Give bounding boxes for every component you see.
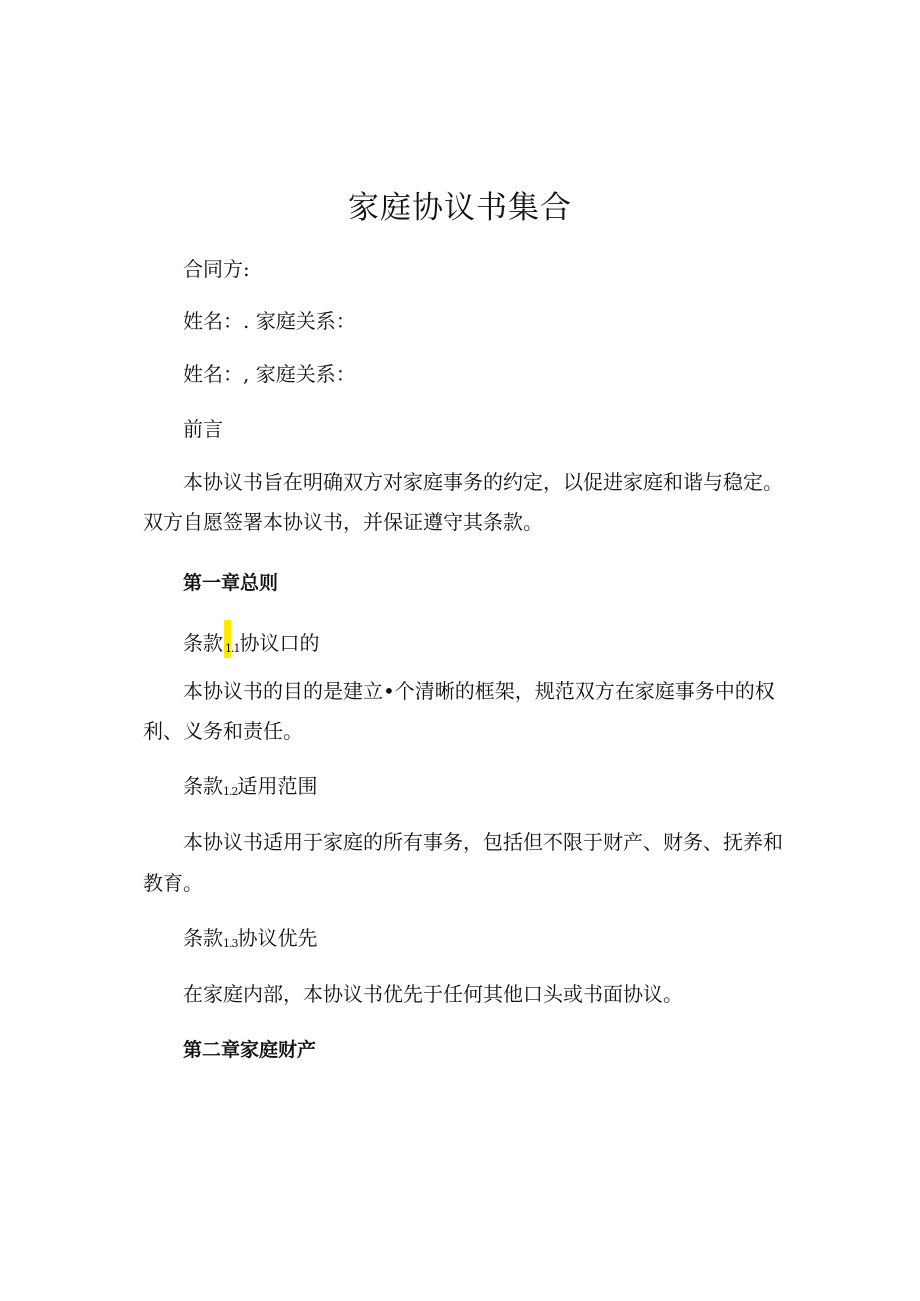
clause-1-1-text-line-1: 本协议书的目的是建立•个清晰的框架，规范双方在家庭事务中的权	[183, 679, 775, 703]
clause-1-1-heading	[183, 620, 320, 664]
document-title: 家庭协议书集合	[348, 190, 572, 226]
clause-1-3-title: 协议优先	[237, 926, 318, 950]
chapter-2-heading: 第二章家庭财产	[183, 1039, 317, 1061]
clause-1-1-text-line-2: 利、义务和责任。	[143, 719, 303, 743]
clause-1-3-number: 1.3	[223, 937, 238, 950]
preface-text-line-1: 本协议书旨在明确双方对家庭事务的约定，以促进家庭和谐与稳定。	[183, 470, 783, 494]
clause-1-2-title: 适用范围	[237, 774, 318, 798]
party-1-line: 姓名：. 家庭关系：	[183, 309, 356, 333]
clause-1-2-text-line-2: 教育。	[143, 871, 203, 895]
chapter-1-heading: 第一章总则	[183, 572, 279, 594]
clause-1-3-heading	[183, 923, 318, 959]
clause-1-2-number: 1.2	[223, 785, 238, 798]
clause-1-2-prefix: 条款	[183, 774, 223, 798]
clause-1-3-prefix: 条款	[183, 926, 223, 950]
clause-1-1-title: 协议口的	[239, 631, 320, 655]
preface-heading: 前言	[183, 417, 223, 441]
party-2-line: 姓名：, 家庭关系：	[183, 362, 356, 386]
preface-text-line-2: 双方自愿签署本协议书，并保证遵守其条款。	[143, 510, 543, 534]
clause-1-2-heading	[183, 771, 318, 807]
parties-label: 合同方:	[183, 257, 250, 281]
clause-1-1-number: 1.1	[225, 642, 240, 655]
clause-1-3-text-line-1: 在家庭内部，本协议书优先于任何其他口头或书面协议。	[183, 982, 683, 1006]
clause-1-2-text-line-1: 本协议书适用于家庭的所有事务，包括但不限于财产、财务、抚养和	[183, 830, 783, 854]
clause-1-1-prefix: 条款	[183, 631, 223, 655]
